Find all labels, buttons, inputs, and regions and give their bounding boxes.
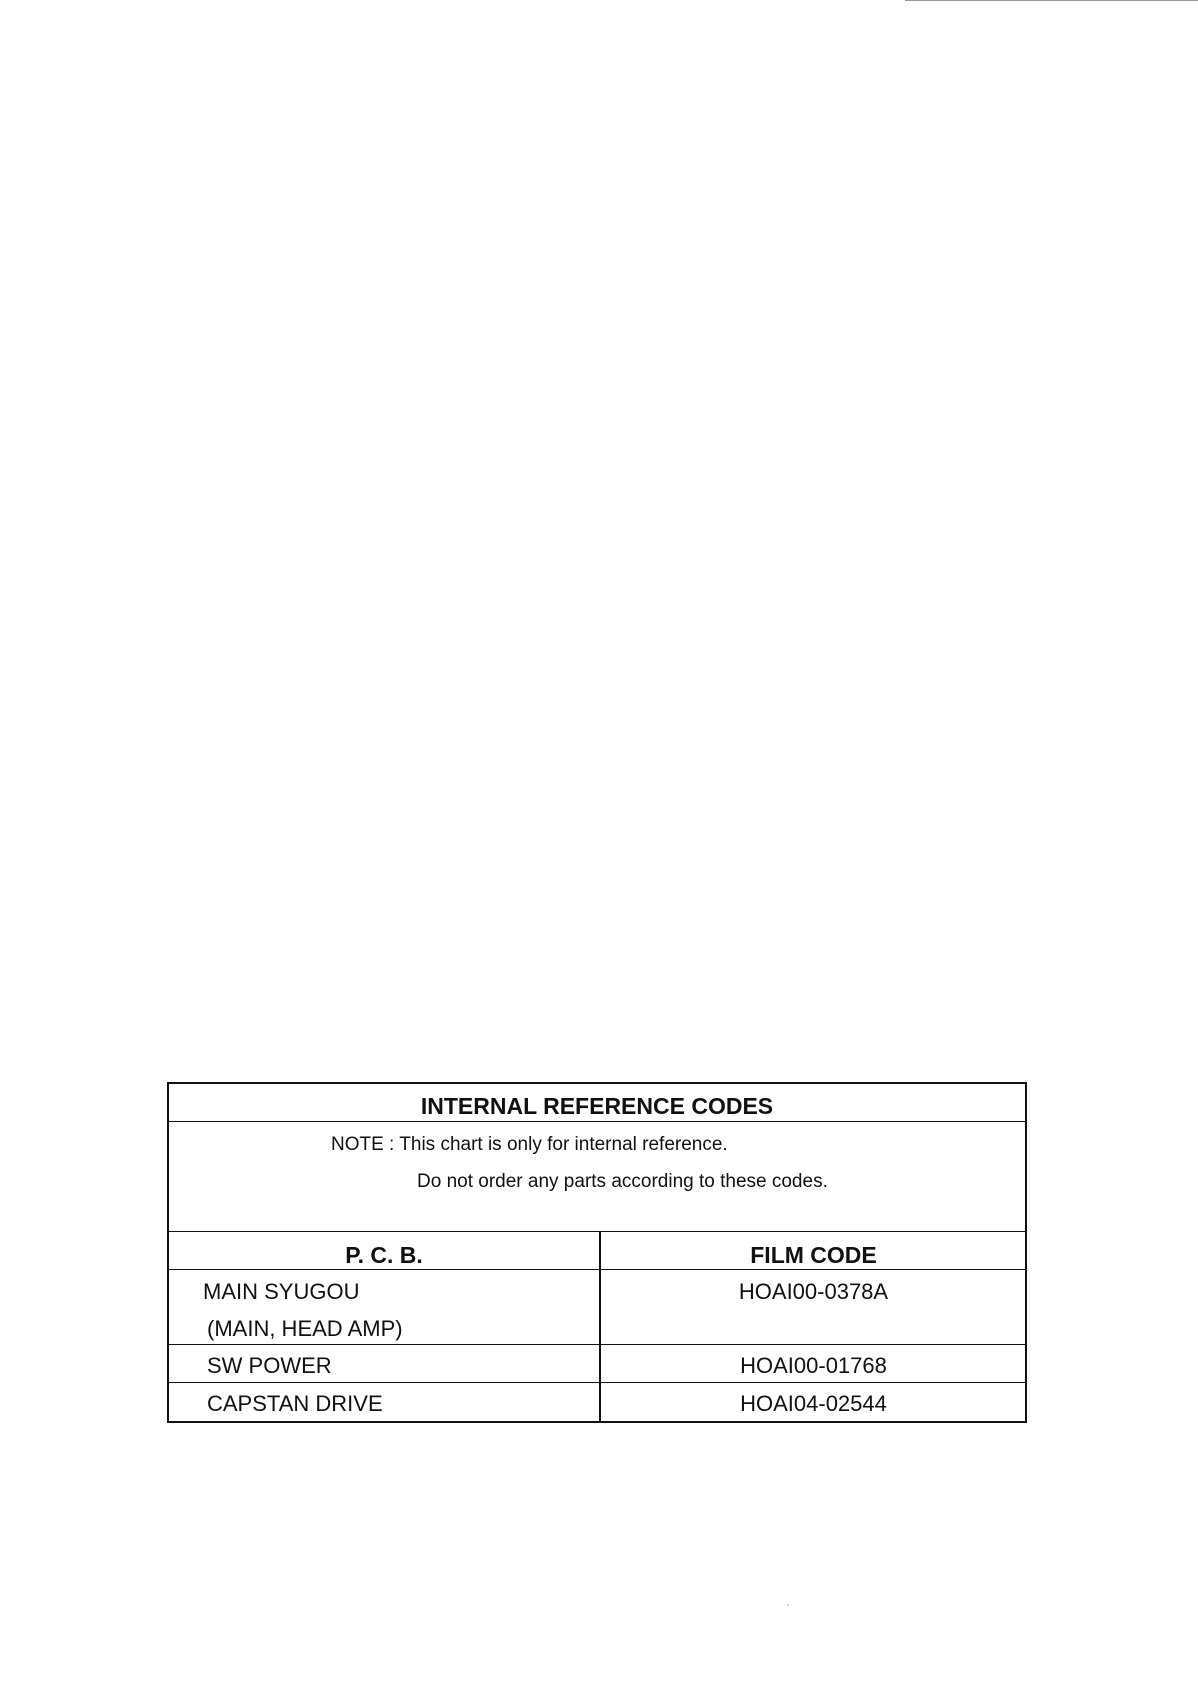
pcb-name: CAPSTAN DRIVE — [207, 1391, 383, 1416]
pcb-subname: (MAIN, HEAD AMP) — [207, 1316, 403, 1341]
table-row — [169, 1383, 1025, 1421]
note-area — [169, 1122, 1025, 1232]
column-divider — [599, 1232, 601, 1421]
note-line-1: NOTE : This chart is only for internal reference. — [331, 1134, 728, 1155]
table-title: INTERNAL REFERENCE CODES — [169, 1084, 1025, 1122]
film-code: HOAI04-02544 — [740, 1391, 887, 1416]
table-row — [169, 1345, 1025, 1383]
pcb-name: SW POWER — [207, 1353, 332, 1378]
table-row — [169, 1270, 1025, 1345]
scan-edge-line — [905, 0, 1198, 1]
header-pcb: P. C. B. — [345, 1242, 423, 1268]
scan-speck — [787, 1604, 789, 1606]
header-film-code: FILM CODE — [750, 1242, 877, 1268]
note-line-2: Do not order any parts according to these codes. — [417, 1171, 828, 1192]
film-code: HOAI00-0378A — [738, 1279, 889, 1304]
table-header-row — [169, 1232, 1025, 1270]
film-code: HOAI00-01768 — [740, 1353, 887, 1378]
pcb-name: MAIN SYUGOU — [203, 1279, 360, 1304]
internal-reference-codes-table — [167, 1082, 1027, 1423]
